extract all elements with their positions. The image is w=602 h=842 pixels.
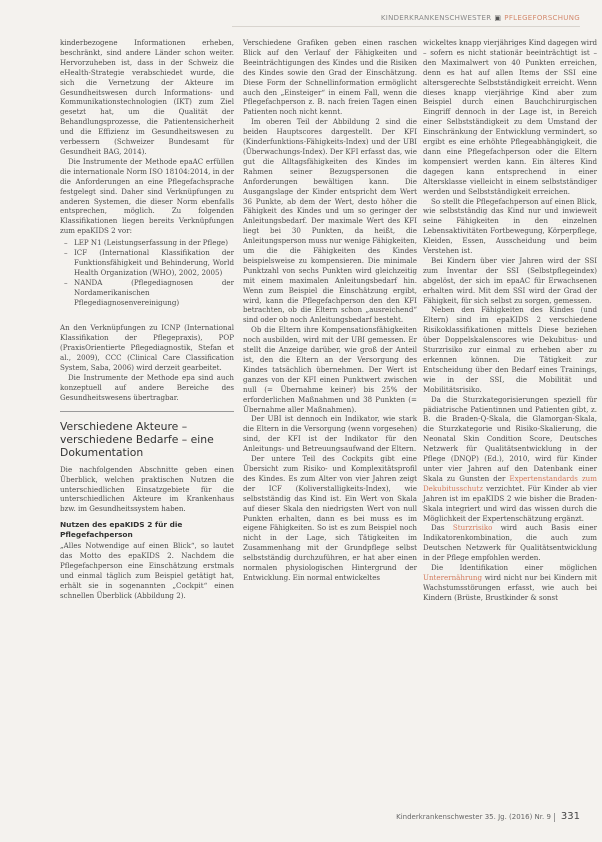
paragraph: Die Instrumente der Methode epaAC erfüllen die internationale Norm ISO 18104:2014, in der die Anforderungen an eine Pflegefachsprache festgelegt sind. Daher sind Verknüpfungen zu anderen Systemen, die dieser Norm ebenfalls entsprechen, möglich. Zu folgenden Klassifikationen liegen bereits Verknüpfungen zum epaKIDS 2 vor:: [60, 156, 234, 236]
paragraph-text: verzichtet. Für Kinder ab vier Jahren ist im epaKIDS 2 wie bisher die Braden-Skala integriert und wird das wissen durch die Möglichkeit der Expertenschätzung ergänzt.: [423, 483, 597, 523]
issue-info: Kinderkrankenschwester 35. Jg. (2016) Nr. 9: [396, 813, 551, 821]
footer-divider: [554, 813, 555, 822]
classification-list: [60, 238, 234, 307]
paragraph: So stellt die Pflegefachperson auf einen Blick, wie selbstständig das Kind nur und inwieweit seine Fähigkeiten in den einzelnen Lebensaktivitäten Fortbewegung, Körperpflege, Kleiden, Essen, Ausscheidung und beim Verstehen ist.: [423, 196, 597, 256]
column-3: [423, 38, 597, 603]
paragraph: wickeltes knapp vierjähriges Kind dagegen wird – sofern es nicht stationär beeinträchtigt ist – den Maximalwert von 40 Punkten erreichen, denn es hat auf allen Items der SSI eine altersgerechte Selbstständigkeit erreicht. Wenn dieses knapp vierjährige Kind aber zum Beispiel durch einen Bauchchirurgischen Eingriff dennoch in der Lage ist, in Bereich einer Selbstständigkeit zu dem Umstand der Einschränkung der Entwicklung vermindert, so ergibt es eine erhöhte Pflegeabhängigkeit, die dann eine Pflegefachperson oder die Eltern kompensiert werden kann. Ein älteres Kind dagegen kann entsprechend in einer Altersklasse vielleicht in einem selbstständiger werden und Selbstständigkeit erreichen.: [423, 38, 597, 196]
subsection-heading: Nutzen des epaKIDS 2 für die Pflegefachperson: [60, 520, 183, 539]
page-number: 331: [560, 811, 580, 822]
paragraph: [423, 395, 597, 524]
paragraph: Neben den Fähigkeiten des Kindes (und Eltern) sind im epaKIDS 2 verschiedene Risikoklassifikationen mittels Diese beziehen über Doppelskalenscores wie Dekubitus- und Sturzrisiko zur einmal zu erheben aber zu erkennen können. Die Tätigkeit zur Entscheidung über den Bedarf eines Trainings, wie in der SSI, die Mobilität und Mobilitätsrisiko.: [423, 305, 597, 394]
paragraph: Ob die Eltern ihre Kompensationsfähigkeiten noch ausbilden, wird mit der UBI gemessen. Er stellt die Anzeige darüber, wie groß der Anteil ist, den die Eltern an der Versorgung des Kindes tatsächlich übernehmen. Der Wert ist ganzes von der KFI einen Punktwert zwischen null (= Übernahme keiner) bis 25% der erforderlichen Maßnahmen und 38 Punkten (= Übernahme aller Maßnahmen).: [243, 325, 417, 414]
page-footer: [396, 811, 580, 822]
paragraph: An den Verknüpfungen zu ICNP (International Klassifikation der Pflegepraxis), POP (PraxisOrientierte Pflegediagnostik, Stefan et al., 2009), CCC (Clinical Care Classification System, Saba, 2006) wird derzeit gearbeitet.: [60, 323, 234, 373]
list-item: – NANDA (Pflegediagnosen der Nordamerikanischen Pflegediagnosenvereinigung): [74, 278, 234, 308]
paragraph: „Alles Notwendige auf einen Blick“, so lautet das Motto des epaKIDS 2. Nachdem die Pflegefachperson eine Einschätzung erstmals und einmal täglich zum Beispiel getätigt hat, erhält sie in sogenannten „Cockpit“ einen schnellen Überblick (Abbildung 2).: [60, 541, 234, 600]
list-item: – ICF (International Klassifikation der Funktionsfähigkeit und Behinderung, World Health Organization (WHO), 2002, 2005): [74, 248, 234, 278]
highlight-term: Expertenstandards zum Dekubitusschutz: [423, 473, 597, 493]
paragraph-text: Die Identifikation einer möglichen: [431, 563, 597, 573]
paragraph: Im oberen Teil der Abbildung 2 sind die beiden Hauptscores dargestellt. Der KFI (Kinderfunktions-Fähigkeits-Index) und der UBI (Überwachungs-Index). Der KFI erfasst das, wie gut die Alltagsfähigkeiten des Kindes im Rahmen seiner Bezugspersonen die Anforderungen bewältigen kann. Die Ausgangslage der Kinder entspricht dem Wert 36 Punkte, ab dem der Wert, desto höher die Fähigkeit des Kindes und um so geringer der Anleitungsbedarf. Der maximale Wert des KFI liegt bei 30 Punkten, da heißt, die Anleitungsperson muss nur wenige Fähigkeiten, um die die Fähigkeiten des Kindes beispielsweise zu kompensieren. Die minimale Punktzahl von sechs Punkten wird gleichzeitig mit einem maximalen Anleitungsbedarf hin. Wenn zum Beispiel die Einschätzung ergibt, wird, kann die Pflegefachperson den den KFI betrachten, ob die Eltern schon „ausreichend“ sind oder ob noch Anleitungsbedarf besteht.: [243, 117, 417, 325]
section-heading: Verschiedene Akteure – verschiedene Bedarfe – eine Dokumentation: [60, 419, 214, 459]
section-divider: [60, 411, 234, 412]
highlight-term: Unterernährung: [423, 572, 483, 582]
paragraph: Der UBI ist dennoch ein Indikator, wie stark die Eltern in die Versorgung (wenn vorgesehen) sind, der KFI ist der Indikator für den Anleitungs- und Betreuungsaufwand der Eltern.: [243, 414, 417, 454]
paragraph: Die Instrumente der Methode epa sind auch konzeptuell auf andere Bereiche des Gesundheitswesens übertragbar.: [60, 373, 234, 402]
paragraph: kinderbezogene Informationen erheben, beschränkt, sind andere Länder schon weiter. Hervorzuheben ist, dass in der Schweiz die eHealth-Strategie verabschiedet wurde, die sich die Vernetzung der Akteure im Gesundheitswesen durch Informations- und Kommunikationstechnologien (IKT) zum Ziel gesetzt hat, um die Qualität der Behandlungsprozesse, die Patientensicherheit und die Effizienz im Gesundheitswesen zu verbessern (Schweizer Bundesamt für Gesundheit BAG, 2014).: [60, 38, 234, 156]
paragraph-text: Da die Sturzkategorisierungen speziell für pädiatrische Patientinnen und Patienten gibt, z. B. die Braden-Q-Skala, die Glamorgan-Skala, die Sturzkategorie und Risiko-Skalierung, die Neonatal Skin Condition Score, Deutsches Netzwerk für Qualitätsentwicklung in der Pflege (DNQP) (Ed.), 2010, wird für Kinder unter vier Jahren auf den Datenbank einer Skala zu Gunsten der: [423, 394, 597, 483]
paragraph: Der untere Teil des Cockpits gibt eine Übersicht zum Risiko- und Komplexitätsprofil des Kindes. Es zum Alter von vier Jahren zeigt der ICF (Koliverstalligkeits-Index), wie selbstständig das Kind ist. Ein Wert von Skala auf dieser Skala den niedrigsten Wert von null Punkten erhalten, dann es bei muss es im eigene Fähigkeiten. So ist es zum Beispiel noch nicht in der Lage, sich Tätigkeiten im Zusammenhang mit der Grundpflege selbst selbstständig durchzuführen, er hat aber einen normalen physiologischen Hintergrund der Entwicklung. Ein normal entwickeltes: [243, 454, 417, 582]
highlight-term: Sturzrisiko: [452, 523, 493, 533]
paragraph: Verschiedene Grafiken geben einen raschen Blick auf den Verlauf der Fähigkeiten und Beeinträchtigungen des Kindes und die Risiken des Kindes sowie den Grad der Einschätzung. Diese Form der Schnellinformation ermöglicht auch den „Einsteiger“ in einem Fall, wenn die Pflegefachperson z. B. nach freien Tagen einen Patienten noch nicht kennt.: [243, 38, 417, 117]
section-name: PFLEGEFORSCHUNG: [504, 14, 580, 22]
column-2: [243, 38, 417, 583]
paragraph-text: Das: [431, 523, 445, 533]
magazine-name: KINDERKRANKENSCHWESTER: [380, 14, 492, 22]
paragraph: [423, 563, 597, 603]
running-header: [381, 14, 580, 22]
header-rule: [232, 26, 580, 27]
paragraph: Die nachfolgenden Abschnitte geben einen Überblick, welchen praktischen Nutzen die unterschiedlichen Einsatzgebiete für die unterschiedlichen Akteure im Krankenhaus bzw. im Gesundheitssystem haben.: [60, 464, 234, 514]
paragraph-text: wird auch Basis einer Indikatorenkombination, die auch zum Deutschen Netzwerk für Qualitätsentwicklung in der Pflege empfohlen werden.: [423, 523, 597, 563]
paragraph-text: wird nicht nur bei Kindern mit Wachstumsstörungen erfasst, wie auch bei Kindern (Brüste, Brustkinder & sonst: [423, 572, 597, 602]
list-item: – LEP N1 (Leistungserfassung in der Pflege): [74, 238, 234, 248]
column-1: [60, 38, 234, 601]
paragraph: Bei Kindern über vier Jahren wird der SSI zum Inventar der SSI (Selbstpflegeindex) abgelöst, der sich im epaAC für Erwachsenen erhalten wird. Mit dem SSI wird der Grad der Fähigkeit, für sich selbst zu sorgen, gemessen.: [423, 255, 597, 305]
paragraph: [423, 523, 597, 563]
header-logo-icon: ▣: [494, 14, 502, 22]
